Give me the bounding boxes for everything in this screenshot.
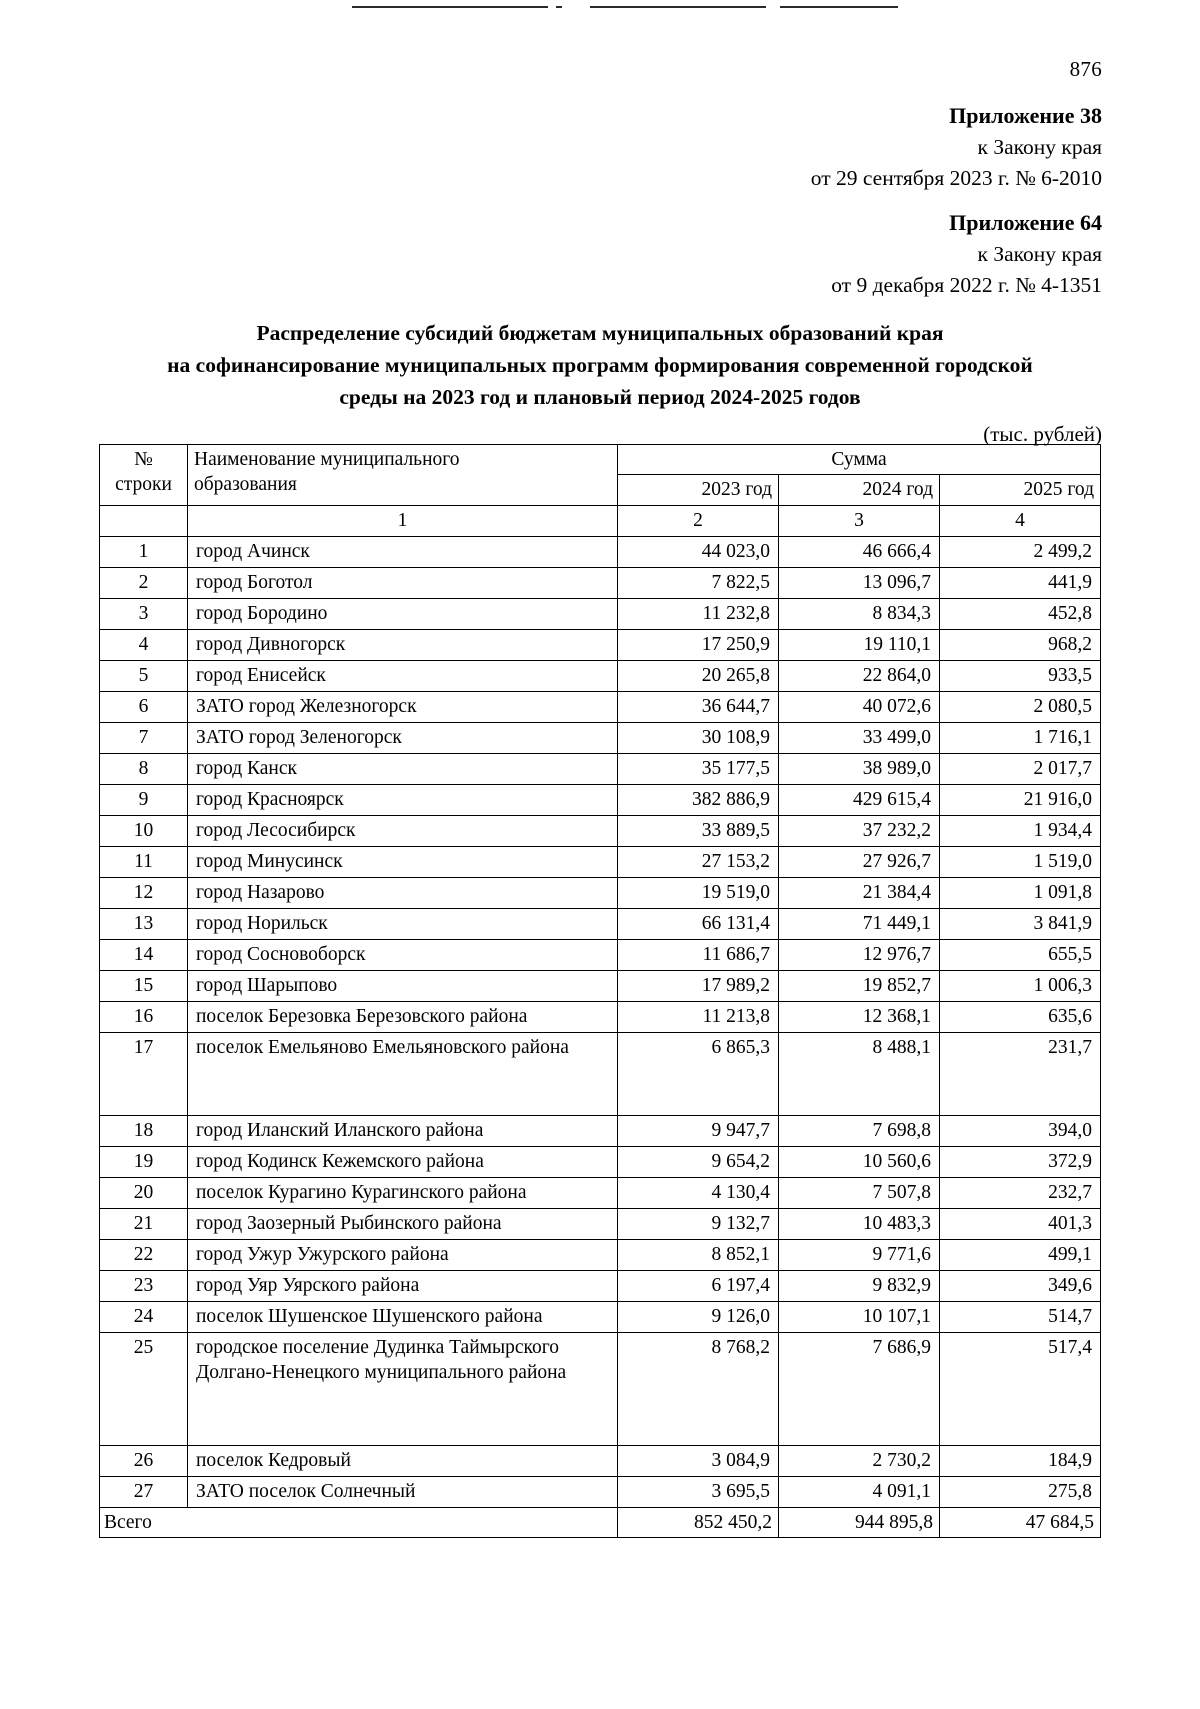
amount-2024: 7 698,8 (779, 1115, 940, 1146)
row-number: 6 (100, 691, 188, 722)
colnum-rownumber (100, 505, 188, 536)
amount-2024: 40 072,6 (779, 691, 940, 722)
amount-2024: 4 091,1 (779, 1476, 940, 1507)
municipality-name: город Боготол (188, 567, 618, 598)
document-title-line3: среды на 2023 год и плановый период 2024-2025 годов (339, 384, 861, 409)
total-row (100, 1507, 1101, 1537)
amount-2023: 8 852,1 (618, 1239, 779, 1270)
row-number: 21 (100, 1208, 188, 1239)
colnum-2024: 3 (779, 505, 940, 536)
amount-2023: 8 768,2 (618, 1332, 779, 1445)
amount-2023: 9 132,7 (618, 1208, 779, 1239)
amount-2023: 30 108,9 (618, 722, 779, 753)
municipality-name: город Кодинск Кежемского района (188, 1146, 618, 1177)
amount-2023: 6 865,3 (618, 1032, 779, 1115)
amount-2024: 10 483,3 (779, 1208, 940, 1239)
table-row (100, 784, 1101, 815)
table-row (100, 1301, 1101, 1332)
amount-2025: 1 091,8 (940, 877, 1101, 908)
municipality-name: город Дивногорск (188, 629, 618, 660)
row-number: 9 (100, 784, 188, 815)
amount-2025: 441,9 (940, 567, 1101, 598)
header-municipality-line2: образования (194, 474, 297, 496)
municipality-name: поселок Березовка Березовского района (188, 1001, 618, 1032)
amount-2025: 655,5 (940, 939, 1101, 970)
row-number: 26 (100, 1445, 188, 1476)
table-row (100, 1208, 1101, 1239)
amount-2025: 514,7 (940, 1301, 1101, 1332)
amount-2025: 2 080,5 (940, 691, 1101, 722)
municipality-name: ЗАТО поселок Солнечный (188, 1476, 618, 1507)
total-label: Всего (100, 1507, 618, 1537)
appendix-second-title: Приложение 64 (949, 210, 1102, 235)
colnum-name: 1 (188, 505, 618, 536)
municipality-name: поселок Емельяново Емельяновского района (188, 1032, 618, 1115)
table-head (100, 445, 1101, 537)
table-row (100, 722, 1101, 753)
municipality-name: поселок Кедровый (188, 1445, 618, 1476)
table-body (100, 536, 1101, 1507)
row-number: 12 (100, 877, 188, 908)
row-number: 20 (100, 1177, 188, 1208)
header-municipality-name (188, 445, 618, 506)
amount-2023: 6 197,4 (618, 1270, 779, 1301)
row-number: 10 (100, 815, 188, 846)
table-row (100, 1146, 1101, 1177)
total-2025: 47 684,5 (940, 1507, 1101, 1537)
amount-2023: 11 213,8 (618, 1001, 779, 1032)
amount-2023: 11 232,8 (618, 598, 779, 629)
amount-2024: 7 686,9 (779, 1332, 940, 1445)
municipality-name: город Красноярск (188, 784, 618, 815)
table-row (100, 536, 1101, 567)
municipality-name: город Минусинск (188, 846, 618, 877)
amount-2025: 1 934,4 (940, 815, 1101, 846)
appendix-second-line2: к Закону края (977, 242, 1102, 267)
row-number: 17 (100, 1032, 188, 1115)
table-row (100, 753, 1101, 784)
municipality-name: город Шарыпово (188, 970, 618, 1001)
header-year-2025: 2025 год (940, 475, 1101, 505)
subsidies-table (99, 444, 1101, 1538)
municipality-name: поселок Курагино Курагинского района (188, 1177, 618, 1208)
amount-2024: 27 926,7 (779, 846, 940, 877)
amount-2024: 9 832,9 (779, 1270, 940, 1301)
row-number: 14 (100, 939, 188, 970)
table-row (100, 1332, 1101, 1445)
header-sum-group: Сумма (618, 445, 1101, 475)
table-row (100, 1270, 1101, 1301)
amount-2023: 33 889,5 (618, 815, 779, 846)
colnum-2023: 2 (618, 505, 779, 536)
amount-2023: 3 084,9 (618, 1445, 779, 1476)
appendix-reference-first (811, 100, 1102, 193)
amount-2025: 394,0 (940, 1115, 1101, 1146)
amount-2024: 46 666,4 (779, 536, 940, 567)
amount-2024: 8 488,1 (779, 1032, 940, 1115)
amount-2023: 66 131,4 (618, 908, 779, 939)
amount-2025: 499,1 (940, 1239, 1101, 1270)
municipality-name: город Уяр Уярского района (188, 1270, 618, 1301)
amount-2024: 71 449,1 (779, 908, 940, 939)
row-number: 18 (100, 1115, 188, 1146)
table-row (100, 1445, 1101, 1476)
amount-2023: 4 130,4 (618, 1177, 779, 1208)
amount-2024: 429 615,4 (779, 784, 940, 815)
amount-2025: 275,8 (940, 1476, 1101, 1507)
document-title-line1: Распределение субсидий бюджетам муниципальных образований края (256, 321, 944, 345)
table-row (100, 567, 1101, 598)
row-number: 2 (100, 567, 188, 598)
municipality-name: город Норильск (188, 908, 618, 939)
table-row (100, 1001, 1101, 1032)
amount-2023: 9 947,7 (618, 1115, 779, 1146)
header-row-number (100, 445, 188, 506)
amount-2025: 452,8 (940, 598, 1101, 629)
page-number: 876 (1069, 57, 1102, 81)
row-number: 7 (100, 722, 188, 753)
amount-2025: 372,9 (940, 1146, 1101, 1177)
municipality-name: город Бородино (188, 598, 618, 629)
row-number: 8 (100, 753, 188, 784)
row-number: 23 (100, 1270, 188, 1301)
document-title-line2: на софинансирование муниципальных программ формирования современной городской (167, 352, 1033, 377)
amount-2025: 232,7 (940, 1177, 1101, 1208)
amount-2024: 8 834,3 (779, 598, 940, 629)
municipality-name: городское поселение Дудинка Таймырского Долгано-Ненецкого муниципального района (188, 1332, 618, 1445)
table-row (100, 660, 1101, 691)
row-number: 25 (100, 1332, 188, 1445)
municipality-name: ЗАТО город Железногорск (188, 691, 618, 722)
amount-2023: 19 519,0 (618, 877, 779, 908)
table-row (100, 1115, 1101, 1146)
amount-2023: 36 644,7 (618, 691, 779, 722)
colnum-2025: 4 (940, 505, 1101, 536)
row-number: 3 (100, 598, 188, 629)
amount-2025: 1 519,0 (940, 846, 1101, 877)
municipality-name: город Ужур Ужурского района (188, 1239, 618, 1270)
amount-2024: 33 499,0 (779, 722, 940, 753)
header-row-number-line1: № (134, 449, 153, 470)
amount-2024: 19 852,7 (779, 970, 940, 1001)
amount-2025: 231,7 (940, 1032, 1101, 1115)
amount-2023: 17 989,2 (618, 970, 779, 1001)
appendix-first-title: Приложение 38 (949, 103, 1102, 128)
document-title (0, 318, 1200, 413)
amount-2024: 19 110,1 (779, 629, 940, 660)
amount-2024: 38 989,0 (779, 753, 940, 784)
amount-2025: 635,6 (940, 1001, 1101, 1032)
municipality-name: город Ачинск (188, 536, 618, 567)
amount-2025: 21 916,0 (940, 784, 1101, 815)
table-header-row-1 (100, 445, 1101, 475)
table-row (100, 691, 1101, 722)
total-2024: 944 895,8 (779, 1507, 940, 1537)
amount-2025: 2 499,2 (940, 536, 1101, 567)
amount-2023: 382 886,9 (618, 784, 779, 815)
municipality-name: поселок Шушенское Шушенского района (188, 1301, 618, 1332)
amount-2024: 12 976,7 (779, 939, 940, 970)
header-year-2024: 2024 год (779, 475, 940, 505)
amount-2025: 968,2 (940, 629, 1101, 660)
amount-2024: 22 864,0 (779, 660, 940, 691)
municipality-name: город Заозерный Рыбинского района (188, 1208, 618, 1239)
appendix-second-line3: от 9 декабря 2022 г. № 4-1351 (831, 272, 1102, 297)
amount-2024: 9 771,6 (779, 1239, 940, 1270)
amount-2023: 9 126,0 (618, 1301, 779, 1332)
amount-2025: 3 841,9 (940, 908, 1101, 939)
header-year-2023: 2023 год (618, 475, 779, 505)
municipality-name: город Иланский Иланского района (188, 1115, 618, 1146)
amount-2024: 12 368,1 (779, 1001, 940, 1032)
amount-2025: 2 017,7 (940, 753, 1101, 784)
table-row (100, 815, 1101, 846)
table-row (100, 939, 1101, 970)
municipality-name: город Сосновоборск (188, 939, 618, 970)
amount-2023: 7 822,5 (618, 567, 779, 598)
row-number: 15 (100, 970, 188, 1001)
amount-2025: 1 716,1 (940, 722, 1101, 753)
appendix-first-line3: от 29 сентября 2023 г. № 6-2010 (810, 165, 1102, 190)
table-row (100, 1177, 1101, 1208)
municipality-name: город Канск (188, 753, 618, 784)
amount-2024: 2 730,2 (779, 1445, 940, 1476)
row-number: 13 (100, 908, 188, 939)
row-number: 1 (100, 536, 188, 567)
row-number: 11 (100, 846, 188, 877)
row-number: 27 (100, 1476, 188, 1507)
row-number: 24 (100, 1301, 188, 1332)
amount-2023: 17 250,9 (618, 629, 779, 660)
amount-2024: 13 096,7 (779, 567, 940, 598)
amount-2024: 10 107,1 (779, 1301, 940, 1332)
table-row (100, 1476, 1101, 1507)
header-municipality-line1: Наименование муниципального (194, 449, 460, 470)
table-row (100, 970, 1101, 1001)
amount-2024: 10 560,6 (779, 1146, 940, 1177)
table-row (100, 629, 1101, 660)
appendix-first-line2: к Закону края (977, 135, 1102, 160)
amount-2023: 44 023,0 (618, 536, 779, 567)
table-row (100, 877, 1101, 908)
table-row (100, 908, 1101, 939)
amount-2025: 1 006,3 (940, 970, 1101, 1001)
row-number: 16 (100, 1001, 188, 1032)
table-row (100, 1239, 1101, 1270)
amount-2025: 184,9 (940, 1445, 1101, 1476)
amount-2025: 933,5 (940, 660, 1101, 691)
table-row (100, 598, 1101, 629)
amount-2025: 517,4 (940, 1332, 1101, 1445)
amount-2023: 11 686,7 (618, 939, 779, 970)
table-row (100, 846, 1101, 877)
amount-2023: 35 177,5 (618, 753, 779, 784)
header-row-number-line2: строки (115, 474, 172, 496)
municipality-name: город Назарово (188, 877, 618, 908)
amount-2023: 27 153,2 (618, 846, 779, 877)
municipality-name: город Лесосибирск (188, 815, 618, 846)
municipality-name: город Енисейск (188, 660, 618, 691)
appendix-reference-second (831, 207, 1102, 300)
units-label: (тыс. рублей) (983, 422, 1102, 446)
row-number: 5 (100, 660, 188, 691)
amount-2024: 7 507,8 (779, 1177, 940, 1208)
amount-2023: 3 695,5 (618, 1476, 779, 1507)
column-number-row (100, 505, 1101, 536)
table-row (100, 1032, 1101, 1115)
total-2023: 852 450,2 (618, 1507, 779, 1537)
municipality-name: ЗАТО город Зеленогорск (188, 722, 618, 753)
row-number: 22 (100, 1239, 188, 1270)
amount-2023: 9 654,2 (618, 1146, 779, 1177)
table-foot (100, 1507, 1101, 1537)
amount-2025: 349,6 (940, 1270, 1101, 1301)
amount-2024: 37 232,2 (779, 815, 940, 846)
amount-2024: 21 384,4 (779, 877, 940, 908)
row-number: 19 (100, 1146, 188, 1177)
row-number: 4 (100, 629, 188, 660)
amount-2025: 401,3 (940, 1208, 1101, 1239)
amount-2023: 20 265,8 (618, 660, 779, 691)
